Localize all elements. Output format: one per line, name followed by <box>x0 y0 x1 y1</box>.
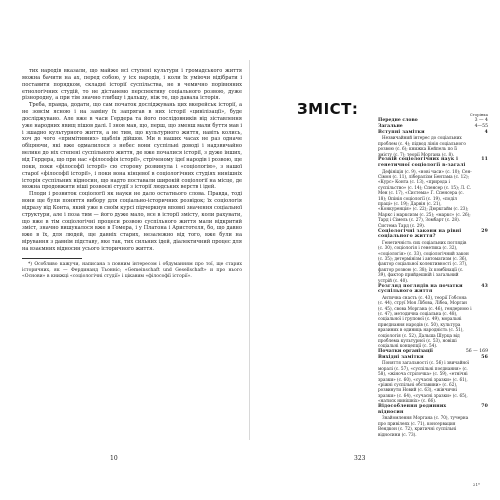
toc-subentry <box>378 135 488 157</box>
toc-entry-text: Вихідні замітки <box>378 354 424 360</box>
toc-entry-text: Передне слово <box>378 118 418 123</box>
toc-entry-text: Незвичайний інтерес до соціальних проблем (с. 4); підвод лінія соціального розвою (с. 6); книжка Кейпель по її змісту (с. 7); теорії Моргана (с. 8). <box>378 135 466 157</box>
toc-entry-text: Генетичність сих соціальних поглядів (с. 30), соціологія і генетика (с. 32), «соціологія» (с. 33), соціологічний закон (с. 35); детермінізм і автоматизм (с. 36), фактор соціальної колективності (с. 37), фактор розвою (с. 38); їх комбінації (с. 39), фактор прийдешній і загальний устрій (с. 40). <box>378 239 469 283</box>
toc-entry-page: 56 <box>481 354 488 360</box>
toc-entry-text: Антична снасть (с. 43), теорії Гобсона (с. 44), струї Моя Лібова, Лібеа, Морган (с. 45), свова Моргана (с. 46), гендерною і (с. 47), методична соціальна (с. 48), соціальної і групової (с. 49), моральні приєднання народів (с. 50), культура вразиних в одиниць народність (с. 51), соціологія (с. 52), Дальша Шурца від проблема культурної (с. 53), новіші соціальні концепції (с. 54). <box>378 294 472 349</box>
left-page <box>0 0 248 500</box>
right-page-number: 323 <box>354 455 366 462</box>
toc-subentry <box>378 415 488 437</box>
toc-entry-page: 43 <box>481 283 488 289</box>
toc-entry-text: Загальне <box>378 123 403 129</box>
toc-entry <box>378 157 488 168</box>
page-gutter <box>249 60 250 440</box>
toc-entry-page: 4—55 <box>474 123 488 129</box>
footnote: *) Особливо кажучи, написана з повним інтересом і обдуманням про тої, ще старих історичних, як — Фердинанд Тьонніс; «Gemeinschaft und Gesellschaft» и про нього «Основи» в книжці «соціологічні студії» і цікавим «філософії історії». <box>22 261 242 279</box>
toc-entry-text: Поняття загальності (с. 56) і звичайної моралі (с. 57), «суспільні поєднання» (с. 58), «жіноча стрілочка» (с. 59), «етнічні зразки» (с. 60), «сучасні зразки» (с. 61), «ріжні суспільні обставини» (с. 62), розвинути Новий (с. 63), «жінчичні зразки» (с. 64), «сучасні зразки» (с. 65), «натиск нинішніх» (с. 66). <box>378 360 470 404</box>
toc-subentry <box>378 169 488 228</box>
toc-entry-page: 11 <box>481 157 488 163</box>
toc-entry <box>378 349 488 355</box>
toc-entry <box>378 229 488 240</box>
toc-entry <box>378 124 488 130</box>
toc-entry-text: Розвій соціологічних наук і генетичної соціології в-загалі <box>378 157 466 168</box>
toc-entry-page: 3 — 4 <box>474 118 488 123</box>
toc-entry-text: Розгляд поглядів на початки суспільного життя <box>378 283 463 295</box>
body-paragraph: Треба, правда, додати, що сам початок досліджувань цих вкерейськ історії, а не зовсім ясною і на заміну їх запрягав в них історії «цивілізації», буде досліджувано. Але вже в часи Гердера та його послідовників від зіставлення уже народних явищ пішов далі. І знов мав, що, перш, що зменш мали буття мав і і зшадно культурного життя, а не тим, що культурного життя, навіть колись, хоч до чого «примітивних» щаблів дійшов. Ми в наших часах не раз одначе обіцяючи, які вже одмалилося з небес вони суспільні доводі і надзвичайно велике до ніх степені суспільного життя, де вже почалися історії, з дуже інших, від Гердера, що при нас «філософія історії», стріченому ідеї народів і розвою, ще поки, поки «філософії історії» сю сторону розвинула і «соціологію», з нашої старої «філософії історії», і поки вона кінцевої в соціологічних студіях нинішніх історія суспільних відносин, що надто поставали широкій соціології на місце, де можна продовжити ніші розвоєві студії з історії людських верств і ідей. <box>22 102 242 191</box>
toc-entry-text: Вступні замітки <box>378 129 425 135</box>
toc-subentry <box>378 240 488 283</box>
toc-entry-text: Відособлення родинних відносин <box>378 404 447 415</box>
toc-entry-text: Початки організації <box>378 348 433 354</box>
toc-entry-page: 56 — 169 <box>465 348 488 354</box>
contents-title: ЗМІСТ: <box>297 100 359 118</box>
left-page-number: 10 <box>110 455 118 462</box>
toc-subentry <box>378 295 488 349</box>
toc-entry-page: 29 <box>481 228 488 234</box>
toc-entry <box>378 284 488 295</box>
toc-entry-text: Дефініція (с. 9), «нові часи» (с. 10); Сен-Сімон (с. 11), лібералізм Бентама (с. 12); «Курс» Конта (с. 13), «природа і суспільство» (с. 14); Спенсер (с. 15); Л. С. Мен (с. 17), «Система» Г. Спенсера (с. 18); Опінія соціології (с. 19), «поділ праці» (с. 19); Дарвін (с. 21), «Конкуренція» (с. 22); Дюркгайм (с. 23); Маркс і марксизм (с. 25); «маркс» (с. 26); Тард і Сімель (с. 27), Зомбарт (с. 28). Система Тард (с. 29). <box>378 168 472 228</box>
table-of-contents <box>378 112 488 437</box>
toc-subentry <box>378 360 488 403</box>
toc-entry <box>378 404 488 415</box>
signature-mark: 21* <box>472 482 480 487</box>
toc-entry-text: Соціологічні закони на рівні соціального життя? <box>378 228 462 240</box>
toc-entry-page: 4 <box>484 129 488 135</box>
footnote-rule <box>22 258 82 259</box>
body-paragraph: тих народів вказали, що майже всі ступені культури і громадського життя можна бачити на ах, перед собою, у ісх народів, і коли їх уміючи відібрати і поставити порядком, складні історії суспільства, не в чемично порівняних етнологічних студій, то не дістанемо перспективу соціального розвою, дуже різнородну, а при тім значно глибшу і дальшу, ніж те, що давала історія. <box>22 68 242 102</box>
toc-entry-text: Знайомлення Моргана (с. 70), тучерна про привілеях (с. 71), консервация Вендкон (с. 72), критичні суспільні відносини (с. 73). <box>378 415 469 437</box>
left-body-text <box>22 68 242 253</box>
body-paragraph: Плоди і розвиток соціології як науки не дало остатнього слова. Правда, тоді вони ще були поняття вибору для соціально-історичних розвідок; їх соціологія відразу від Конта, який уже в своїм курсі підчеркнув вповні значення соціальної структури, але і поза тим — його дуже мало, все в історії змісту, коли рахувати, що вже в тім соціологічні процеси розвою суспільного життя мали відкритий зміст, значно вишукалося вже в Гомера, і у Платона і Аристотеля, бо, що давно вже в їх, для людей, ще давніх старих, незалежно від того, вже були на вірування з давнім підставу, яке так, тих сильних ідей, діалектичний процес для на взаємних відносин усього історичного життя. <box>22 191 242 252</box>
right-page <box>252 0 500 500</box>
page-column-label: Сторінка <box>469 112 488 117</box>
toc-entry-page: 70 <box>481 404 488 410</box>
